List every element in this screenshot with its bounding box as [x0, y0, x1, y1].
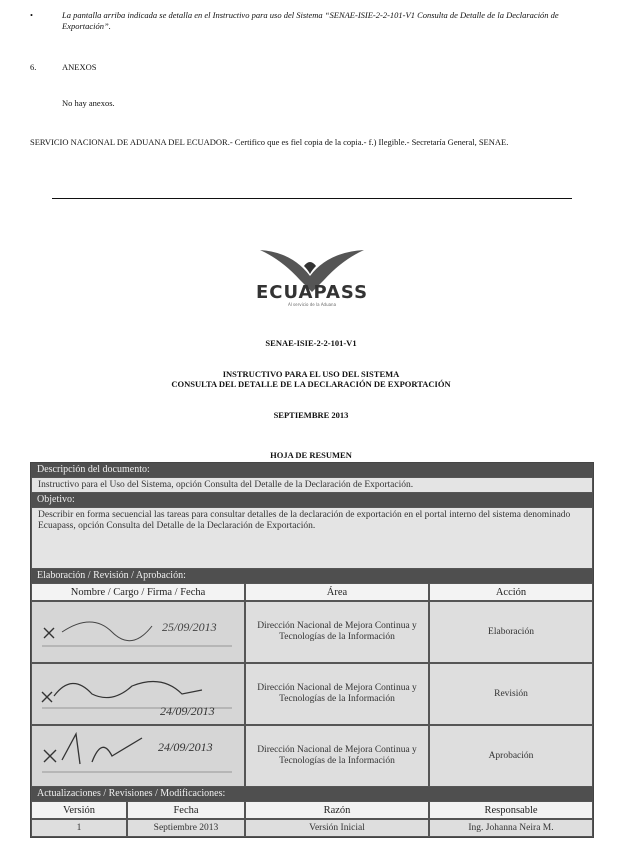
- column-version: Versión: [31, 801, 127, 819]
- column-date: Fecha: [127, 801, 245, 819]
- summary-title: HOJA DE RESUMEN: [270, 450, 352, 460]
- logo-tagline: Al servicio de la Aduana: [287, 302, 337, 307]
- page-divider: [52, 198, 572, 199]
- summary-table: [30, 462, 594, 838]
- bullet: •: [30, 10, 33, 20]
- updates-header: Actualizaciones / Revisiones / Modificaciones:: [31, 787, 593, 801]
- action-cell: Revisión: [429, 663, 593, 725]
- signature-date: 24/09/2013: [158, 740, 213, 754]
- action-cell: Elaboración: [429, 601, 593, 663]
- signature-date: 24/09/2013: [160, 704, 215, 718]
- signature-cell: [31, 601, 245, 663]
- responsible-cell: Ing. Johanna Neira M.: [429, 819, 593, 837]
- reason-cell: Versión Inicial: [245, 819, 429, 837]
- date-cell: Septiembre 2013: [127, 819, 245, 837]
- signature-cell: [31, 663, 245, 725]
- annex-text: No hay anexos.: [62, 98, 115, 108]
- area-cell: Dirección Nacional de Mejora Continua y Tecnologías de la Información: [245, 725, 429, 787]
- section-title: ANEXOS: [62, 62, 97, 72]
- document-title-line-2: CONSULTA DEL DETALLE DE LA DECLARACIÓN DE EXPORTACIÓN: [171, 379, 451, 389]
- signature-icon: [32, 726, 244, 786]
- elaboration-header: Elaboración / Revisión / Aprobación:: [31, 569, 593, 583]
- objective-text: Describir en forma secuencial las tareas para consultar detalles de la declaración de exportación en el portal interno del sistema denominado Ecuapass, opción Consulta del Detalle de la Declaración de Exportación.: [31, 507, 593, 569]
- document-date: SEPTIEMBRE 2013: [273, 410, 349, 420]
- screen-reference-paragraph: La pantalla arriba indicada se detalla en el Instructivo para uso del Sistema “SENAE-ISIE-2-2-101-V1 Consulta de Detalle de la Declaración de Exportación”.: [62, 10, 559, 31]
- column-name: Nombre / Cargo / Firma / Fecha: [31, 583, 245, 601]
- area-cell: Dirección Nacional de Mejora Continua y Tecnologías de la Información: [245, 601, 429, 663]
- signature-date: 25/09/2013: [162, 620, 217, 634]
- section-number: 6.: [30, 62, 37, 72]
- action-cell: Aprobación: [429, 725, 593, 787]
- column-action: Acción: [429, 583, 593, 601]
- signature-cell: [31, 725, 245, 787]
- certification-text: SERVICIO NACIONAL DE ADUANA DEL ECUADOR.- Certifico que es fiel copia de la copia.- f.) Ilegible.- Secretaría General, SENAE.: [30, 137, 509, 147]
- description-header: Descripción del documento:: [31, 463, 593, 477]
- description-text: Instructivo para el Uso del Sistema, opción Consulta del Detalle de la Declaración de Exportación.: [31, 477, 593, 493]
- column-reason: Razón: [245, 801, 429, 819]
- version-cell: 1: [31, 819, 127, 837]
- document-title-line-1: INSTRUCTIVO PARA EL USO DEL SISTEMA: [222, 369, 400, 379]
- column-responsible: Responsable: [429, 801, 593, 819]
- objective-header: Objetivo:: [31, 493, 593, 507]
- area-cell: Dirección Nacional de Mejora Continua y Tecnologías de la Información: [245, 663, 429, 725]
- column-area: Área: [245, 583, 429, 601]
- logo-wordmark: ECUAPASS: [255, 282, 369, 303]
- document-code: SENAE-ISIE-2-2-101-V1: [265, 338, 357, 348]
